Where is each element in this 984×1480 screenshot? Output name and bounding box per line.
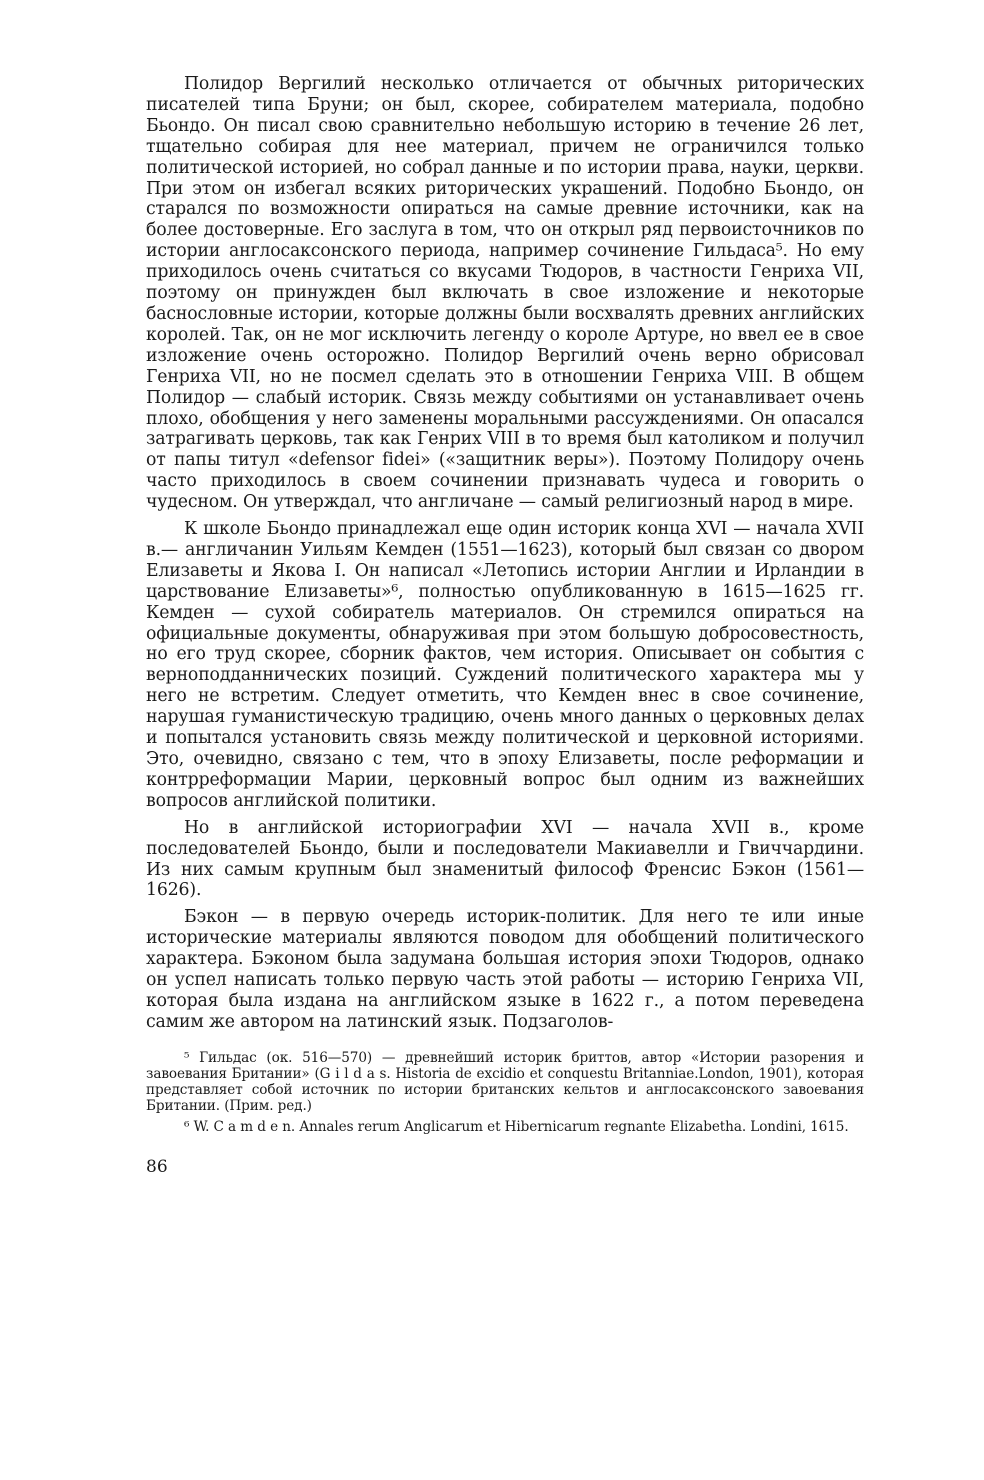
footnote-6: ⁶ W. C a m d e n. Annales rerum Anglicarum et Hibernicarum regnante Elizabetha. Londini, 1615. xyxy=(184,1118,849,1135)
paragraph-polydore-vergil: Полидор Вергилий несколько отличается от обычных риторических писателей типа Бруни; он был, скорее, собирателем материала, подобно Бьондо. Он писал свою сравнительно небольшую историю в течение 26 лет, тщательно собирая для нее материал, причем не ограничился только политической историей, но собрал данные и по истории права, науки, церкви. При этом он избегал всяких риторических украшений. Подобно Бьондо, он старался по возможности опираться на самые древние источники, как на более достоверные. Его заслуга в том, что он открыл ряд первоисточников по истории англосаксонского периода, например сочинение Гильдаса⁵. Но ему приходилось очень считаться со вкусами Тюдоров, в частности Генриха VII, поэтому он принужден был включать в свое изложение и некоторые баснословные истории, которые должны были восхвалять древних английских королей. Так, он не мог исключить легенду о короле Артуре, но ввел ее в свое изложение очень осторожно. Полидор Вергилий очень верно обрисовал Генриха VII, но не посмел сделать это в отношении Генриха VIII. В общем Полидор — слабый историк. Связь между событиями он устанавливает очень плохо, обобщения у него заменены моральными рассуждениями. Он опасался затрагивать церковь, так как Генрих VIII в то время был католиком и получил от папы титул «defensor fidei» («защитник веры»). Поэтому Полидору очень часто приходилось в своем сочинении признавать чудеса и говорить о чудесном. Он утверждал, что англичане — самый религиозный народ в мире. xyxy=(146,74,864,513)
footnotes xyxy=(146,1050,864,1135)
paragraph-bacon: Бэкон — в первую очередь историк-политик. Для него те или иные исторические материалы являются поводом для обобщений политического характера. Бэконом была задумана большая история эпохи Тюдоров, однако он успел написать только первую часть этой работы — историю Генриха VII, которая была издана на английском языке в 1622 г., а потом переведена самим же автором на латинский язык. Подзаголов- xyxy=(146,907,864,1032)
footnote-5: ⁵ Гильдас (ок. 516—570) — древнейший историк бриттов, автор «Истории разорения и завоевания Британии» (G i l d a s. Historia de excidio et conquestu Britanniae.London, 1901), которая представляет собой источник по истории британских кельтов и англосаксонского завоевания Британии. (Прим. ред.) xyxy=(146,1049,864,1115)
book-page xyxy=(146,74,864,1177)
page-number: 86 xyxy=(146,1156,168,1177)
main-text xyxy=(146,74,864,1033)
paragraph-camden: К школе Бьондо принадлежал еще один историк конца XVI — начала XVII в.— англичанин Уильям Кемден (1551—1623), который был связан со двором Елизаветы и Якова I. Он написал «Летопись истории Англии и Ирландии в царствование Елизаветы»⁶, полностью опубликованную в 1615—1625 гг. Кемден — сухой собиратель материалов. Он стремился опираться на официальные документы, обнаруживая при этом большую добросовестность, но его труд скорее, сборник фактов, чем история. Описывает он события с верноподданнических позиций. Суждений политического характера мы у него не встретим. Следует отметить, что Кемден внес в свое сочинение, нарушая гуманистическую традицию, очень много данных о церковных делах и попытался установить связь между политической и церковной историями. Это, очевидно, связано с тем, что в эпоху Елизаветы, после реформации и контрреформации Марии, церковный вопрос был одним из важнейших вопросов английской политики. xyxy=(146,519,864,811)
paragraph-machiavelli-followers: Но в английской историографии XVI — начала XVII в., кроме последователей Бьондо, были и последователи Макиавелли и Гвиччардини. Из них самым крупным был знаменитый философ Френсис Бэкон (1561—1626). xyxy=(146,817,864,901)
